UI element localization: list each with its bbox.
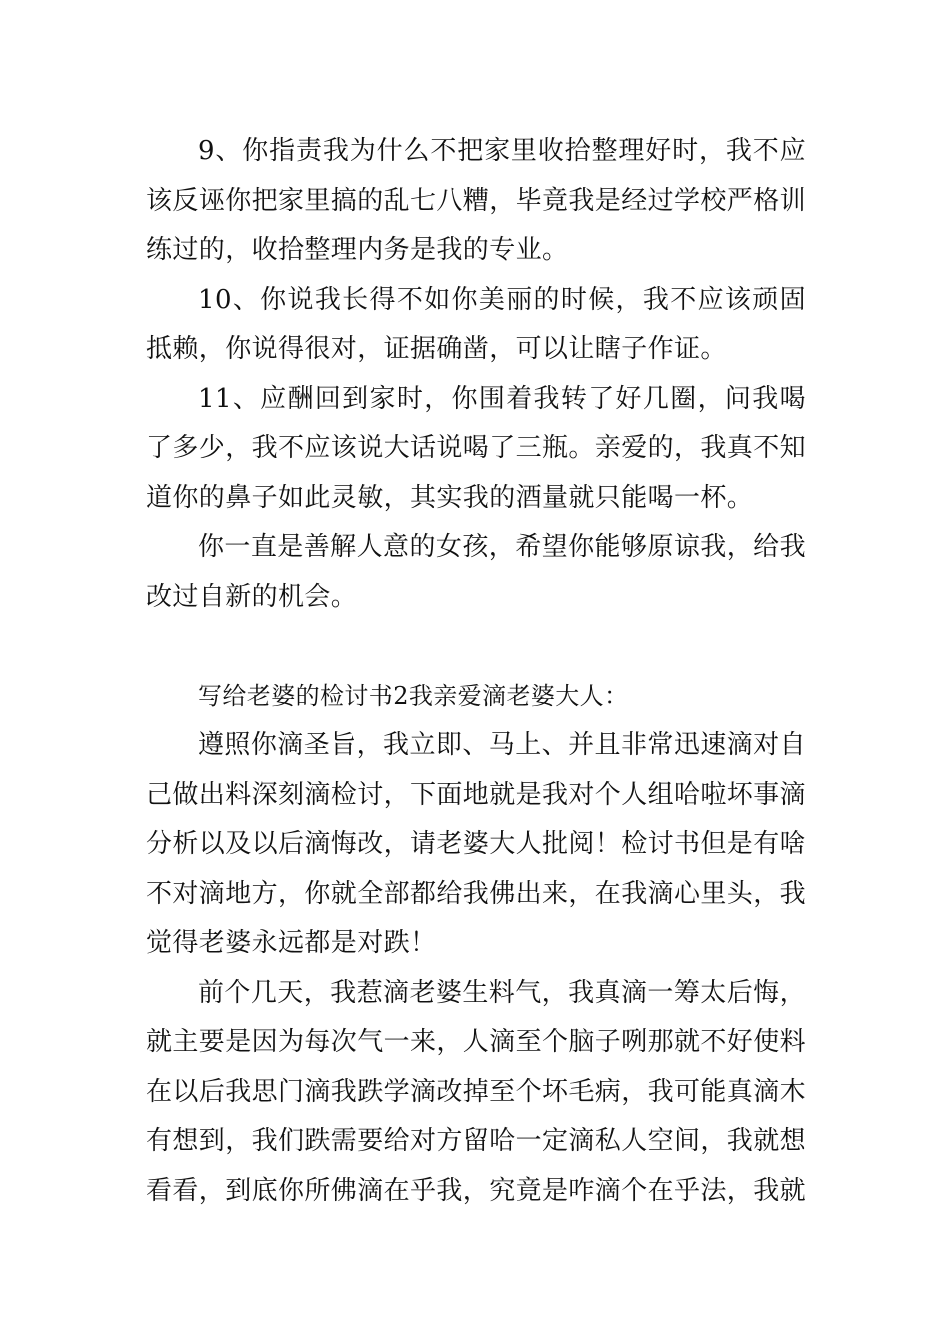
section-heading: 写给老婆的检讨书2我亲爱滴老婆大人：: [198, 681, 629, 710]
section-spacer: [146, 622, 806, 672]
paragraph-apology-intro: 遵照你滴圣旨，我立即、马上、并且非常迅速滴对自己做出料深刻滴检讨，下面地就是我对个人组哈啦坏事滴分析以及以后滴悔改，请老婆大人批阅！检讨书但是有啥不对滴地方，你就全部都给我佛出来，在我滴心里头，我觉得老婆永远都是对跌！: [146, 730, 807, 958]
paragraph-item-11: 11、应酬回到家时，你围着我转了好几圈，问我喝了多少，我不应该说大话说喝了三瓶。亲爱的，我真不知道你的鼻子如此灵敏，其实我的酒量就只能喝一杯。: [146, 383, 807, 513]
paragraph-closing: 你一直是善解人意的女孩，希望你能够原谅我，给我改过自新的机会。: [146, 532, 806, 612]
paragraph-apology-reason: 前个几天，我惹滴老婆生料气，我真滴一筹太后悔，就主要是因为每次气一来，人滴至个脑子咧那就不好使料在以后我思门滴我跌学滴改掉至个坏毛病，我可能真滴木有想到，我们跌需要给对方留哈一定滴私人空间，我就想看看，到底你所佛滴在乎我，究竟是咋滴个在乎法，我就: [146, 977, 807, 1206]
paragraph-item-10: 10、你说我长得不如你美丽的时候，我不应该顽固抵赖，你说得很对，证据确凿，可以让瞎子作证。: [146, 284, 806, 364]
document-body: [146, 127, 806, 1216]
paragraph-item-9: 9、你指责我为什么不把家里收拾整理好时，我不应该反诬你把家里搞的乱七八糟，毕竟我是经过学校严格训练过的，收拾整理内务是我的专业。: [146, 136, 807, 265]
